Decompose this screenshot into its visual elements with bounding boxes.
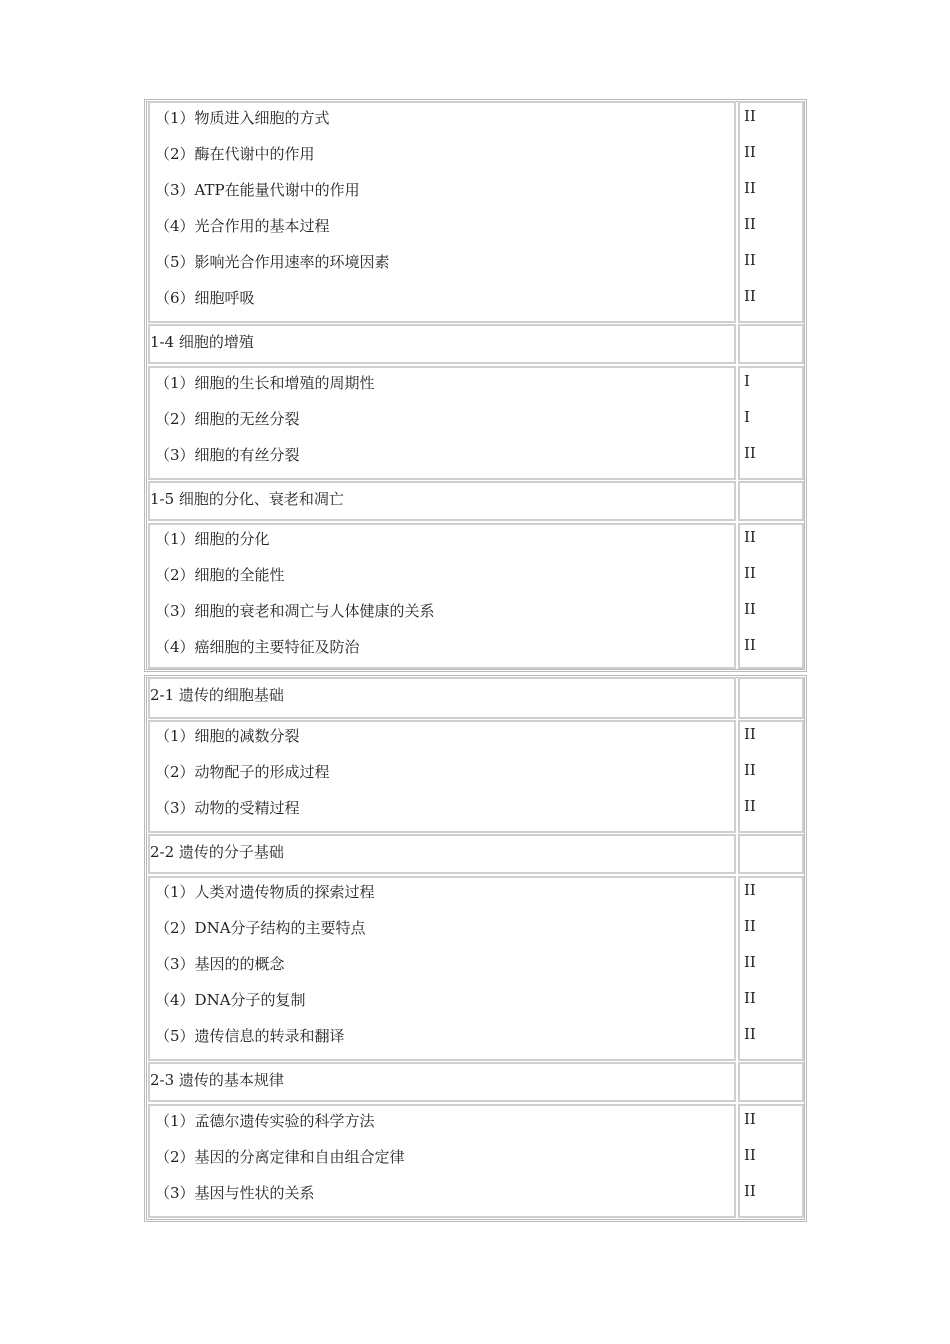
list-item: （3）细胞的有丝分裂 bbox=[155, 446, 300, 464]
requirement-level: II bbox=[744, 953, 756, 971]
requirement-level: II bbox=[744, 636, 756, 654]
section-heading: 1-4 细胞的增殖 bbox=[150, 333, 254, 351]
requirement-level: II bbox=[744, 989, 756, 1007]
section-heading: 2-1 遗传的细胞基础 bbox=[150, 686, 284, 704]
requirement-level: II bbox=[744, 725, 756, 743]
requirement-level: II bbox=[744, 215, 756, 233]
levels-cell bbox=[738, 101, 804, 323]
list-item: （4）光合作用的基本过程 bbox=[155, 217, 330, 235]
requirement-level: II bbox=[744, 761, 756, 779]
list-item: （1）人类对遗传物质的探索过程 bbox=[155, 883, 375, 901]
section-heading: 2-2 遗传的分子基础 bbox=[150, 843, 284, 861]
section-heading-cell bbox=[148, 1062, 736, 1102]
syllabus-table-part-2 bbox=[144, 675, 807, 1222]
requirement-level: II bbox=[744, 797, 756, 815]
section-level-cell bbox=[738, 677, 804, 719]
requirement-level: I bbox=[744, 372, 750, 390]
list-item: （1）物质进入细胞的方式 bbox=[155, 109, 330, 127]
list-item: （1）细胞的分化 bbox=[155, 530, 270, 548]
levels-cell bbox=[738, 523, 804, 669]
list-item: （4）癌细胞的主要特征及防治 bbox=[155, 638, 360, 656]
list-item: （2）酶在代谢中的作用 bbox=[155, 145, 315, 163]
section-heading-row bbox=[147, 833, 804, 875]
requirement-level: I bbox=[744, 408, 750, 426]
section-heading-cell bbox=[148, 834, 736, 874]
requirement-level: II bbox=[744, 881, 756, 899]
list-item: （3）动物的受精过程 bbox=[155, 799, 300, 817]
levels-cell bbox=[738, 876, 804, 1061]
section-heading-cell bbox=[148, 481, 736, 521]
list-item: （3）基因与性状的关系 bbox=[155, 1184, 315, 1202]
requirement-level: II bbox=[744, 444, 756, 462]
requirement-level: II bbox=[744, 251, 756, 269]
requirement-level: II bbox=[744, 287, 756, 305]
requirement-level: II bbox=[744, 1146, 756, 1164]
requirement-level: II bbox=[744, 179, 756, 197]
section-items-row bbox=[147, 365, 804, 481]
requirement-level: II bbox=[744, 1110, 756, 1128]
section-items-row bbox=[147, 875, 804, 1062]
levels-cell bbox=[738, 720, 804, 833]
items-cell bbox=[148, 720, 736, 833]
requirement-level: II bbox=[744, 143, 756, 161]
items-cell bbox=[148, 523, 736, 669]
list-item: （5）遗传信息的转录和翻译 bbox=[155, 1027, 345, 1045]
section-heading-row bbox=[147, 676, 804, 720]
list-item: （2）细胞的全能性 bbox=[155, 566, 285, 584]
syllabus-table-part-1 bbox=[144, 99, 807, 672]
section-items-row bbox=[147, 522, 804, 670]
section-heading-cell bbox=[148, 324, 736, 364]
list-item: （3）基因的的概念 bbox=[155, 955, 285, 973]
requirement-level: II bbox=[744, 917, 756, 935]
section-heading: 1-5 细胞的分化、衰老和凋亡 bbox=[150, 490, 344, 508]
list-item: （5）影响光合作用速率的环境因素 bbox=[155, 253, 390, 271]
section-items-row bbox=[147, 719, 804, 834]
list-item: （2）细胞的无丝分裂 bbox=[155, 410, 300, 428]
section-level-cell bbox=[738, 324, 804, 364]
levels-cell bbox=[738, 1104, 804, 1218]
items-cell bbox=[148, 101, 736, 323]
list-item: （2）基因的分离定律和自由组合定律 bbox=[155, 1148, 405, 1166]
requirement-level: II bbox=[744, 1025, 756, 1043]
requirement-level: II bbox=[744, 107, 756, 125]
section-heading-cell bbox=[148, 677, 736, 719]
list-item: （3）ATP在能量代谢中的作用 bbox=[155, 181, 360, 199]
list-item: （2）DNA分子结构的主要特点 bbox=[155, 919, 366, 937]
items-cell bbox=[148, 876, 736, 1061]
items-cell bbox=[148, 366, 736, 480]
requirement-level: II bbox=[744, 564, 756, 582]
section-heading: 2-3 遗传的基本规律 bbox=[150, 1071, 284, 1089]
list-item: （4）DNA分子的复制 bbox=[155, 991, 306, 1009]
list-item: （6）细胞呼吸 bbox=[155, 289, 255, 307]
list-item: （1）孟德尔遗传实验的科学方法 bbox=[155, 1112, 375, 1130]
section-items-row bbox=[147, 1103, 804, 1219]
section-level-cell bbox=[738, 1062, 804, 1102]
list-item: （1）细胞的减数分裂 bbox=[155, 727, 300, 745]
list-item: （2）动物配子的形成过程 bbox=[155, 763, 330, 781]
section-items-row bbox=[147, 100, 804, 324]
requirement-level: II bbox=[744, 1182, 756, 1200]
levels-cell bbox=[738, 366, 804, 480]
section-heading-row bbox=[147, 323, 804, 365]
requirement-level: II bbox=[744, 600, 756, 618]
items-cell bbox=[148, 1104, 736, 1218]
section-level-cell bbox=[738, 834, 804, 874]
section-heading-row bbox=[147, 1061, 804, 1103]
section-heading-row bbox=[147, 480, 804, 522]
section-level-cell bbox=[738, 481, 804, 521]
list-item: （3）细胞的衰老和凋亡与人体健康的关系 bbox=[155, 602, 435, 620]
list-item: （1）细胞的生长和增殖的周期性 bbox=[155, 374, 375, 392]
requirement-level: II bbox=[744, 528, 756, 546]
